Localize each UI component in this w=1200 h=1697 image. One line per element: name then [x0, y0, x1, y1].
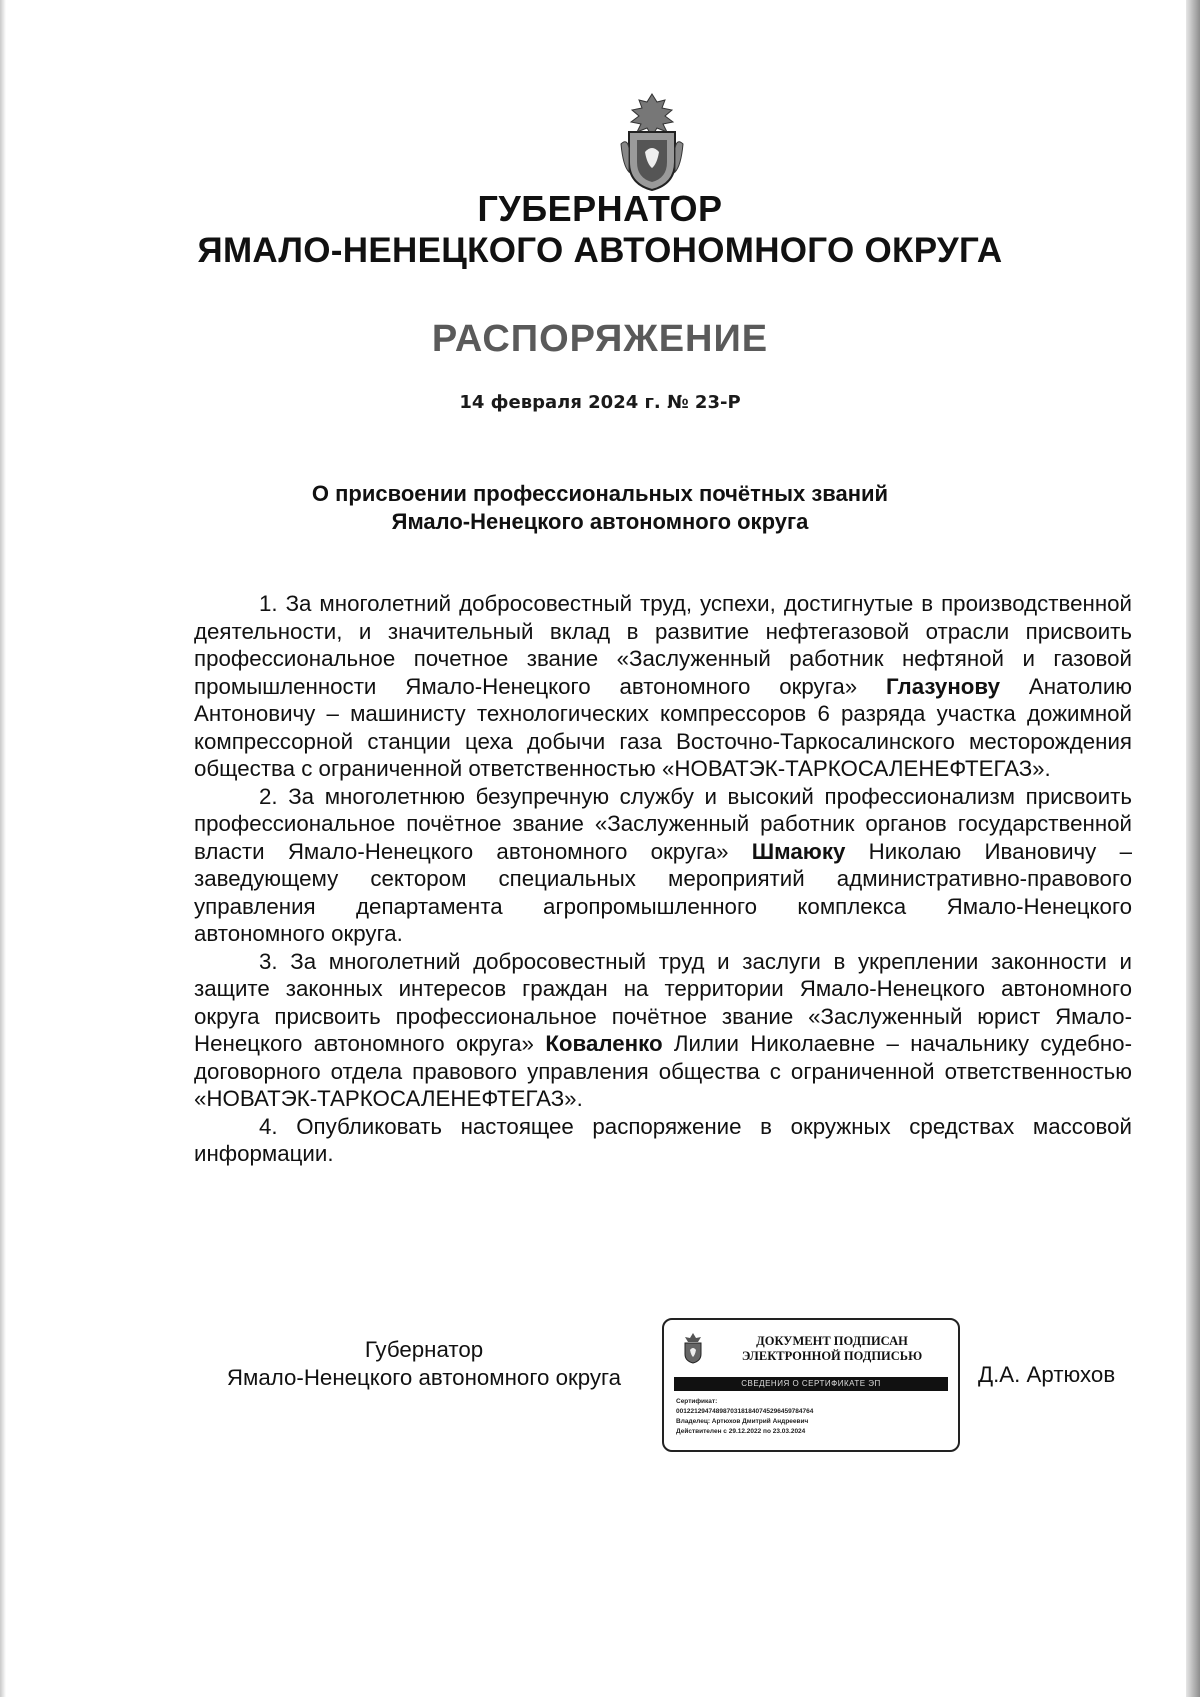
subject-line-1: О присвоении профессиональных почётных званий [311, 481, 889, 506]
stamp-title [712, 1334, 952, 1364]
paragraph-2-text-end: Николаю Ивановичу – заведующему сектором специальных мероприятий административно-правового управления департамента агропромышленного комплекса Ямало-Ненецкого автономного округа. [194, 838, 1132, 946]
stamp-cert-label: Сертификат: [676, 1398, 718, 1405]
electronic-signature-stamp [662, 1318, 960, 1452]
stamp-certificate-info [676, 1397, 813, 1437]
stamp-title-line-1: ДОКУМЕНТ ПОДПИСАН [756, 1334, 908, 1348]
document-type: РАСПОРЯЖЕНИЕ [431, 318, 769, 360]
stamp-emblem-icon [682, 1332, 704, 1364]
paragraph-1-surname: Глазунову [886, 673, 1000, 699]
stamp-owner: Владелец: Артюхов Дмитрий Андреевич [676, 1418, 809, 1425]
paragraph-3-text: 3. За многолетний добросовестный труд и заслуги в укреплении законности и защите законных интересов граждан на территории Ямало-Ненецкого автономного округа присвоить профессиональное почётное звание «Заслуженный юрист Ямало-Ненецкого автономного округа» [194, 948, 1132, 1056]
subject-line-2: Ямало-Ненецкого автономного округа [391, 509, 809, 534]
document-date-number: 14 февраля 2024 г. № 23-Р [459, 392, 741, 413]
signatory-name: Д.А. Артюхов [978, 1362, 1116, 1387]
region-title: ЯМАЛО-НЕНЕЦКОГО АВТОНОМНОГО ОКРУГА [197, 231, 1003, 270]
paragraph-1-text-end: Анатолию Антоновичу – машинисту технологических компрессоров 6 разряда участка дожимной компрессорной станции цеха добычи газа Восточно-Таркосалинского месторождения общества с ограниченной ответственностью «НОВАТЭК-ТАРКОСАЛЕНЕФТЕГАЗ». [194, 673, 1132, 781]
coat-of-arms-icon [617, 92, 687, 192]
stamp-cert-number: 00122129474898703181840745296459784764 [676, 1408, 814, 1415]
stamp-title-line-2: ЭЛЕКТРОННОЙ ПОДПИСЬЮ [741, 1349, 923, 1363]
governor-title: ГУБЕРНАТОР [477, 188, 723, 229]
document-subject [0, 480, 1200, 536]
signatory-position [194, 1336, 654, 1391]
paragraph-2-surname: Шмаюку [751, 838, 846, 864]
stamp-valid: Действителен с 29.12.2022 по 23.03.2024 [676, 1428, 806, 1435]
paragraph-2 [194, 783, 1132, 948]
stamp-certificate-bar: СВЕДЕНИЯ О СЕРТИФИКАТЕ ЭП [674, 1377, 948, 1391]
paragraph-3-text-end: Лилии Николаевне – начальнику судебно-договорного отдела правового управления общества с ограниченной ответственностью «НОВАТЭК-ТАРКОСАЛЕНЕФТЕГАЗ». [194, 1031, 1132, 1111]
signatory-position-line-1: Губернатор [364, 1337, 484, 1362]
paragraph-3 [194, 948, 1132, 1113]
paragraph-1 [194, 590, 1132, 783]
paragraph-1-text: 1. За многолетний добросовестный труд, успехи, достигнутые в производственной деятельности, и значительный вклад в развитие нефтегазовой отрасли присвоить профессиональное почетное звание «Заслуженный работник нефтяной и газовой промышленности Ямало-Ненецкого автономного округа» [194, 591, 1132, 699]
signatory-position-line-2: Ямало-Ненецкого автономного округа [226, 1364, 622, 1390]
paragraph-4: 4. Опубликовать настоящее распоряжение в окружных средствах массовой информации. [194, 1113, 1132, 1166]
document-body [194, 590, 1132, 1168]
paragraph-3-surname: Коваленко [545, 1031, 663, 1056]
paragraph-2-text: 2. За многолетнюю безупречную службу и высокий профессионализм присвоить профессиональное почётное звание «Заслуженный работник органов государственной власти Ямало-Ненецкого автономного округа» [194, 783, 1132, 864]
